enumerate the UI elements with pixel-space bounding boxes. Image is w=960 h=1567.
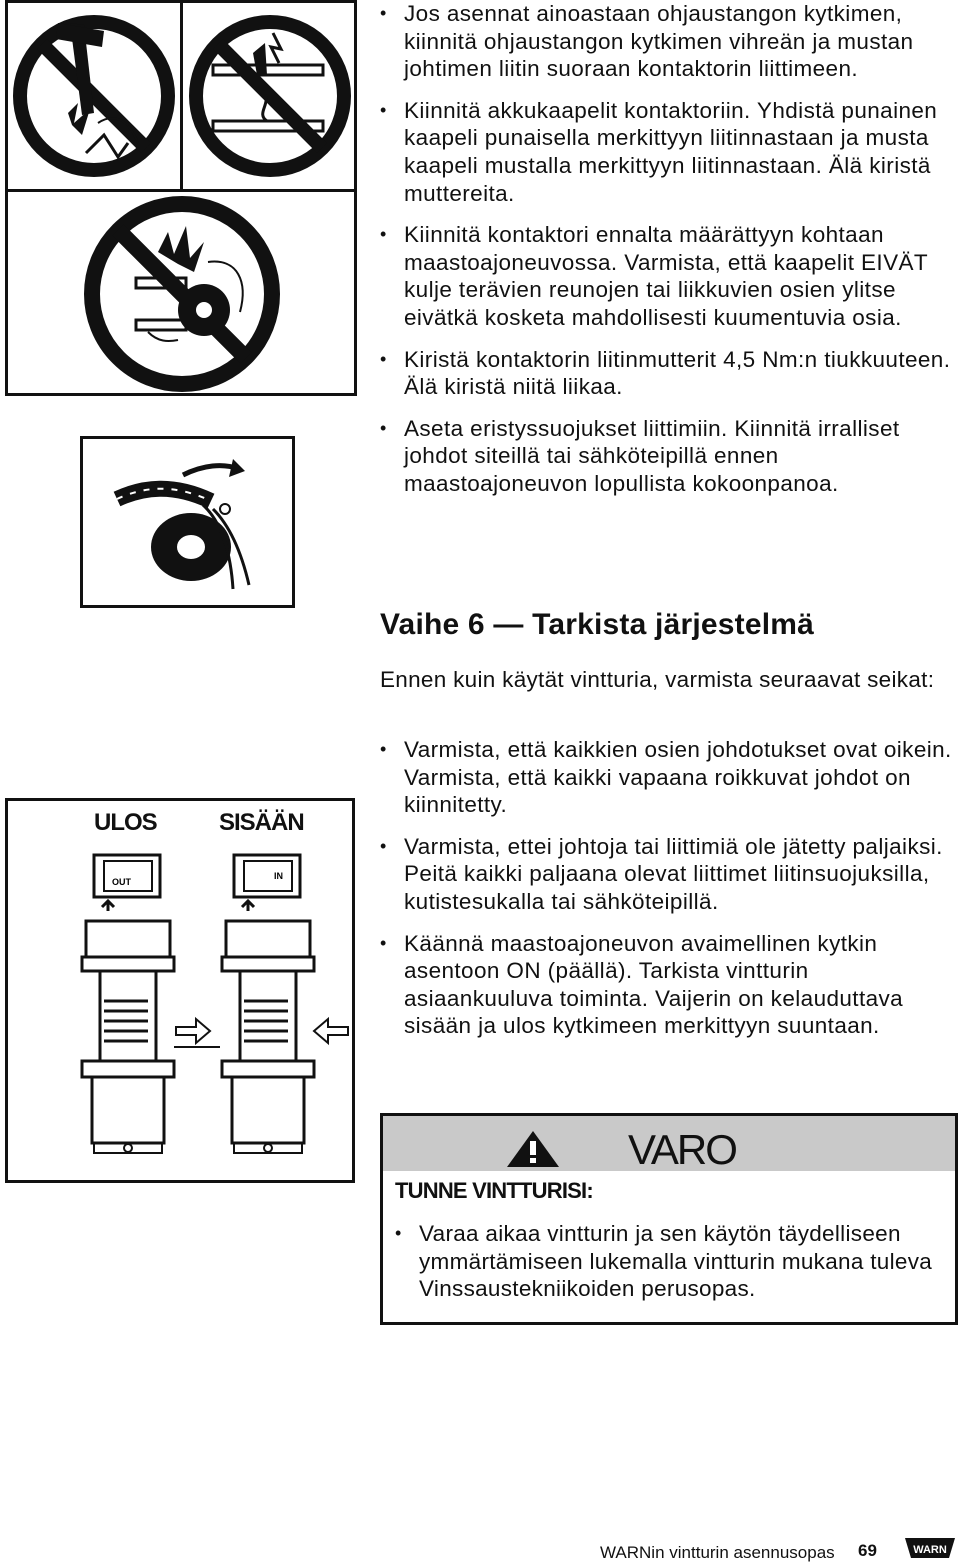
switch-figure [5,798,355,1183]
logo-text: WARN [913,1544,947,1556]
caution-title: VARO [628,1126,736,1173]
no-hammer-icon [8,3,180,189]
prohibition-figure [5,0,357,396]
contactor-diagram [8,851,352,1181]
footer-title: WARNin vintturin asennusopas [600,1543,835,1562]
warn-logo-icon [903,1534,957,1560]
switch-text-in: IN [274,871,283,881]
caution-list [395,1220,950,1303]
tape-icon [83,439,292,605]
label-out: ULOS [94,809,157,836]
tape-figure [80,436,295,608]
section-bullet-list [380,736,960,1054]
section-intro: Ennen kuin käytät vintturia, varmista seuraavat seikat: [380,667,935,692]
caution-header [383,1116,955,1171]
switch-text-out: OUT [112,877,131,887]
section-heading: Vaihe 6 — Tarkista järjestelmä [380,608,815,641]
no-clamp-icon [183,3,357,189]
top-bullet-list [380,0,960,512]
list-item: • Käännä maastoajoneuvon avaimellinen kytkin asentoon ON (päällä). Tarkista vintturin asiaankuuluva toiminta. Vaijerin on kelauduttava sisään ja ulos kytkimeen merkittyyn suuntaan. [380,930,960,1040]
list-item: • Kiinnitä akkukaapelit kontaktoriin. Yhdistä punainen kaapeli punaisella merkittyyn liitinnastaan ja musta kaapeli mustalla merkittyyn liitinnastaan. Älä kiristä muttereita. [380,97,960,207]
warning-triangle-icon [505,1129,561,1169]
list-item: • Varmista, ettei johtoja tai liittimiä ole jätetty paljaiksi. Peitä kaikki paljaana olevat liittimet liitinsuojuksilla, kutistesukalla tai sähköteipillä. [380,833,960,916]
list-item: • Varmista, että kaikkien osien johdotukset ovat oikein. Varmista, että kaikki vapaana roikkuvat johdot on kiinnitetty. [380,736,960,819]
list-item: • Aseta eristyssuojukset liittimiin. Kiinnitä irralliset johdot siteillä tai sähköteipillä ennen maastoajoneuvon lopullista kokoonpanoa. [380,415,960,498]
caution-box [380,1113,958,1325]
page-number: 69 [858,1541,877,1560]
caution-subtitle: TUNNE VINTTURISI: [395,1178,593,1203]
list-item: • Kiristä kontaktorin liitinmutterit 4,5 Nm:n tiukkuuteen. Älä kiristä niitä liikaa. [380,346,960,401]
list-item: • Jos asennat ainoastaan ohjaustangon kytkimen, kiinnitä ohjaustangon kytkimen vihreän ja mustan johtimen liitin suoraan kontaktorin liittimeen. [380,0,960,83]
list-item: • Kiinnitä kontaktori ennalta määrättyyn kohtaan maastoajoneuvossa. Varmista, että kaapelit EIVÄT kulje terävien reunojen tai liikkuvien osien ylitse eivätkä kosketa mahdollisesti kuumentuvia osia. [380,221,960,331]
no-spark-icon [8,192,357,396]
list-item: • Varaa aikaa vintturin ja sen käytön täydelliseen ymmärtämiseen lukemalla vintturin mukana tuleva Vinssaustekniikoiden perusopas. [395,1220,950,1303]
label-in: SISÄÄN [219,809,304,836]
